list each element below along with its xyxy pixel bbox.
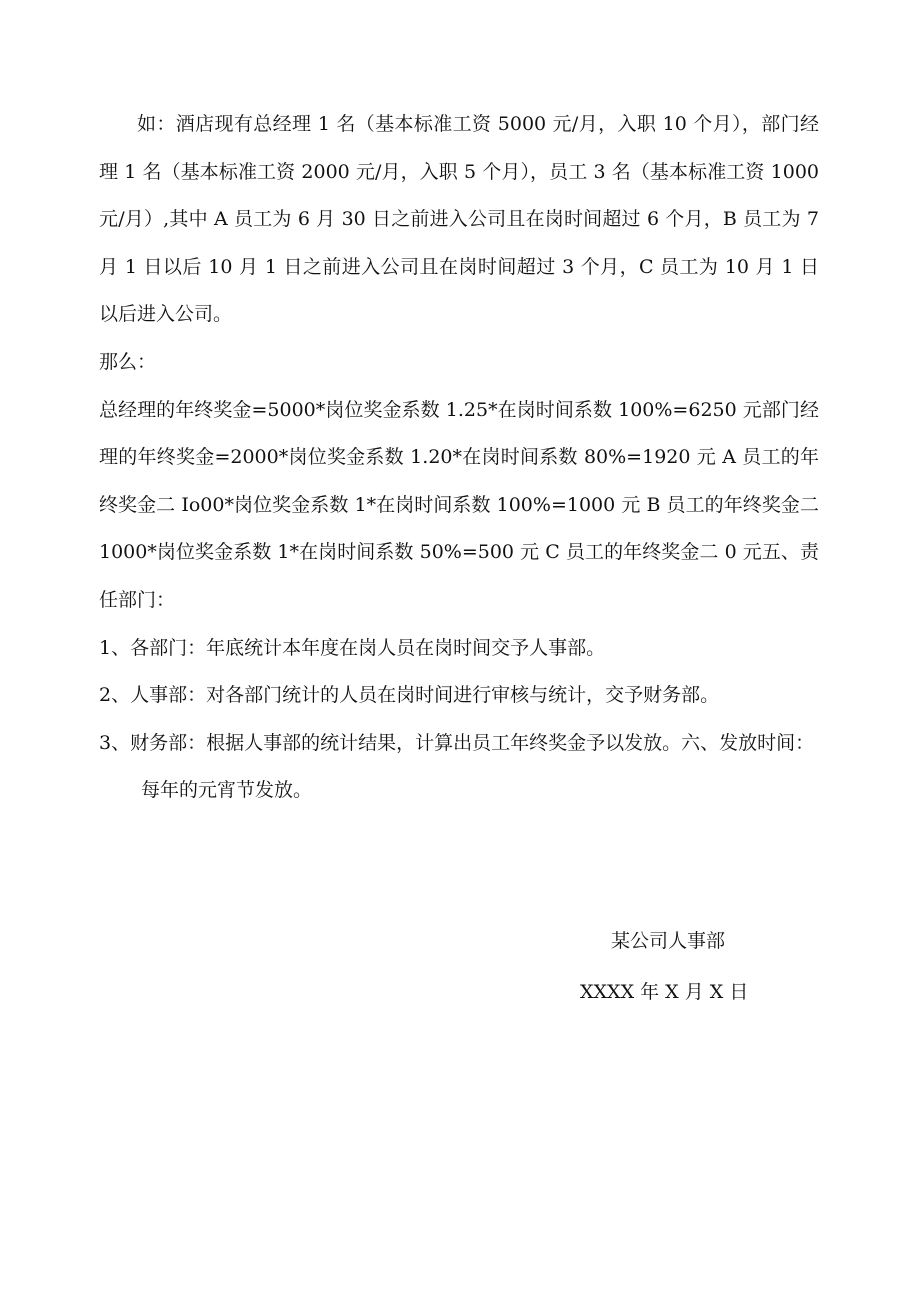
- example-paragraph: 如：酒店现有总经理 1 名（基本标准工资 5000 元/月，入职 10 个月），部门经理 1 名（基本标准工资 2000 元/月，入职 5 个月），员工 3 名（基本标准工资 1000 元/月）,其中 A 员工为 6 月 30 日之前进入公司且在岗时间超过 6 个月，B 员工为 7 月 1 日以后 10 月 1 日之前进入公司且在岗时间超过 3 个月，C 员工为 10 月 1 日以后进入公司。: [99, 113, 819, 326]
- responsibility-item-departments: 1、各部门：年底统计本年度在岗人员在岗时间交予人事部。: [99, 636, 606, 659]
- responsibility-item-hr: 2、人事部：对各部门统计的人员在岗时间进行审核与统计，交予财务部。: [99, 684, 720, 707]
- distribution-time-text: 每年的元宵节发放。: [141, 779, 313, 802]
- responsibility-item-finance: 3、财务部：根据人事部的统计结果，计算出员工年终奖金予以发放。六、发放时间：: [99, 731, 815, 754]
- document-body: [99, 101, 819, 815]
- signature-company: 某公司人事部: [611, 930, 726, 952]
- then-label: 那么：: [99, 350, 157, 373]
- signature-date: XXXX 年 X 月 X 日: [580, 981, 749, 1003]
- calculation-paragraph: 总经理的年终奖金=5000*岗位奖金系数 1.25*在岗时间系数 100%=6250 元部门经理的年终奖金=2000*岗位奖金系数 1.20*在岗时间系数 80%=1920 元 A 员工的年终奖金二 Io00*岗位奖金系数 1*在岗时间系数 100%=1000 元 B 员工的年终奖金二 1000*岗位奖金系数 1*在岗时间系数 50%=500 元 C 员工的年终奖金二 0 元五、责任部门：: [99, 398, 819, 611]
